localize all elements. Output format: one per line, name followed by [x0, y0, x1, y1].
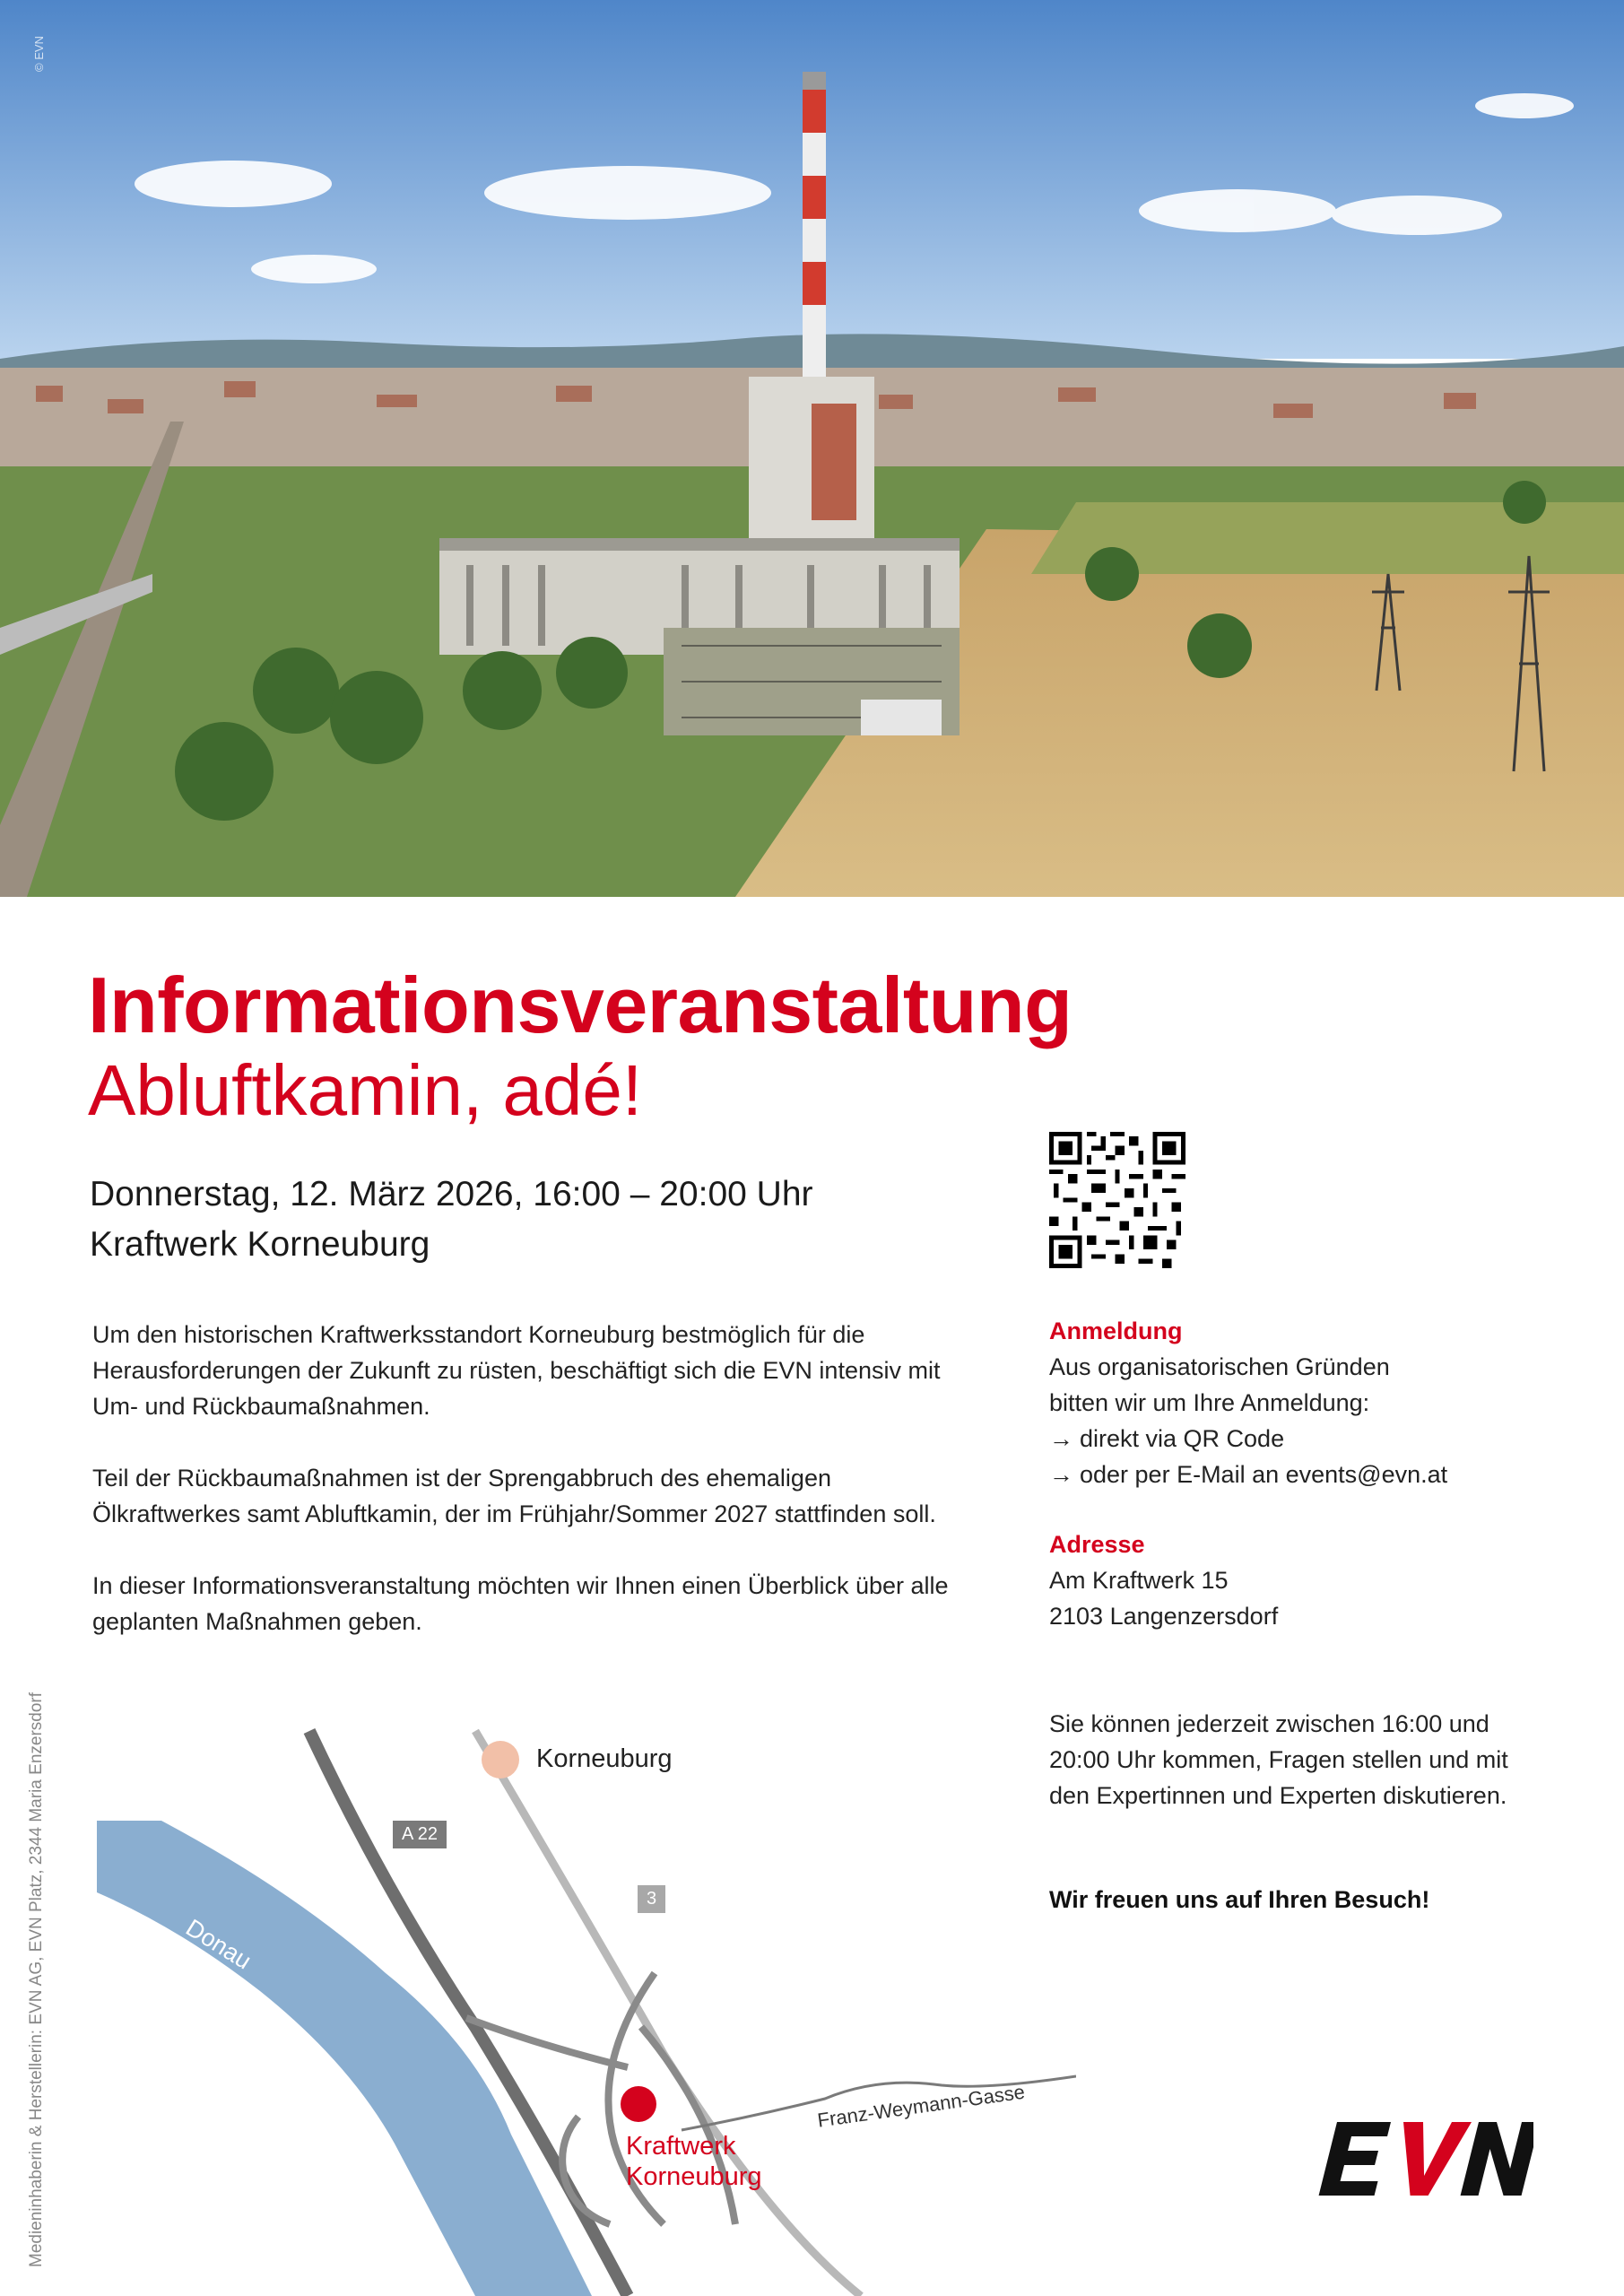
map-drawing — [90, 1722, 1076, 2296]
map-label-korneuburg: Korneuburg — [536, 1744, 673, 1773]
registration-option-qr: → direkt via QR Code — [1049, 1421, 1515, 1457]
address-heading: Adresse — [1049, 1531, 1145, 1558]
power-plant-illustration — [0, 0, 1624, 897]
address-city: 2103 Langenzersdorf — [1049, 1603, 1279, 1630]
map-label-plant: Kraftwerk Korneuburg — [626, 2132, 762, 2191]
registration-line-1: Aus organisatorischen Gründen — [1049, 1353, 1390, 1380]
evn-logo — [1305, 2115, 1533, 2205]
road-badge: 3 — [638, 1885, 665, 1913]
plant-marker — [621, 2086, 656, 2122]
event-date: Donnerstag, 12. März 2026, 16:00 – 20:00 Uhr — [90, 1175, 813, 1213]
arrow-right-icon: → — [1049, 1425, 1073, 1452]
registration-qr-code[interactable] — [1049, 1132, 1185, 1268]
info-text: Sie können jederzeit zwischen 16:00 und 20:00 Uhr kommen, Fragen stellen und mit den Expertinnen und Experten diskutieren. — [1049, 1710, 1508, 1809]
registration-block — [1049, 1313, 1515, 1492]
registration-line-2: bitten wir um Ihre Anmeldung: — [1049, 1389, 1370, 1416]
location-map — [90, 1722, 1076, 2296]
thanks-text: Wir freuen uns auf Ihren Besuch! — [1049, 1886, 1430, 1913]
photo-credit: © EVN — [32, 36, 46, 72]
arrow-right-icon: → — [1049, 1461, 1073, 1488]
hero-photo — [0, 0, 1624, 897]
town-marker — [482, 1741, 519, 1779]
map-label-donau: Donau — [181, 1914, 256, 1975]
description-paragraph-3: In dieser Informationsveranstaltung möchten wir Ihnen einen Überblick über alle geplanten Maßnahmen geben. — [92, 1572, 949, 1635]
registration-heading: Anmeldung — [1049, 1318, 1183, 1344]
description — [92, 1317, 953, 1675]
map-label-street: Franz-Weymann-Gasse — [816, 2080, 1027, 2132]
page-subtitle: Abluftkamin, adé! — [88, 1050, 643, 1130]
page-title: Informationsveranstaltung — [88, 961, 1073, 1049]
address-block — [1049, 1526, 1515, 1634]
river-donau — [97, 1821, 592, 2296]
address-street: Am Kraftwerk 15 — [1049, 1567, 1229, 1594]
description-paragraph-2: Teil der Rückbaumaßnahmen ist der Sprengabbruch des ehemaligen Ölkraftwerkes samt Abluftkamin, der im Frühjahr/Sommer 2027 stattfinden soll. — [92, 1465, 936, 1527]
event-venue: Kraftwerk Korneuburg — [90, 1225, 430, 1264]
description-paragraph-1: Um den historischen Kraftwerksstandort Korneuburg bestmöglich für die Herausforderungen der Zukunft zu rüsten, beschäftigt sich die EVN intensiv mit Um- und Rückbaumaßnahmen. — [92, 1321, 941, 1420]
highway-badge: A 22 — [393, 1821, 447, 1848]
registration-option-email[interactable]: → oder per E-Mail an events@evn.at — [1049, 1457, 1515, 1492]
imprint: Medieninhaberin & Herstellerin: EVN AG, EVN Platz, 2344 Maria Enzersdorf — [27, 1692, 46, 2267]
